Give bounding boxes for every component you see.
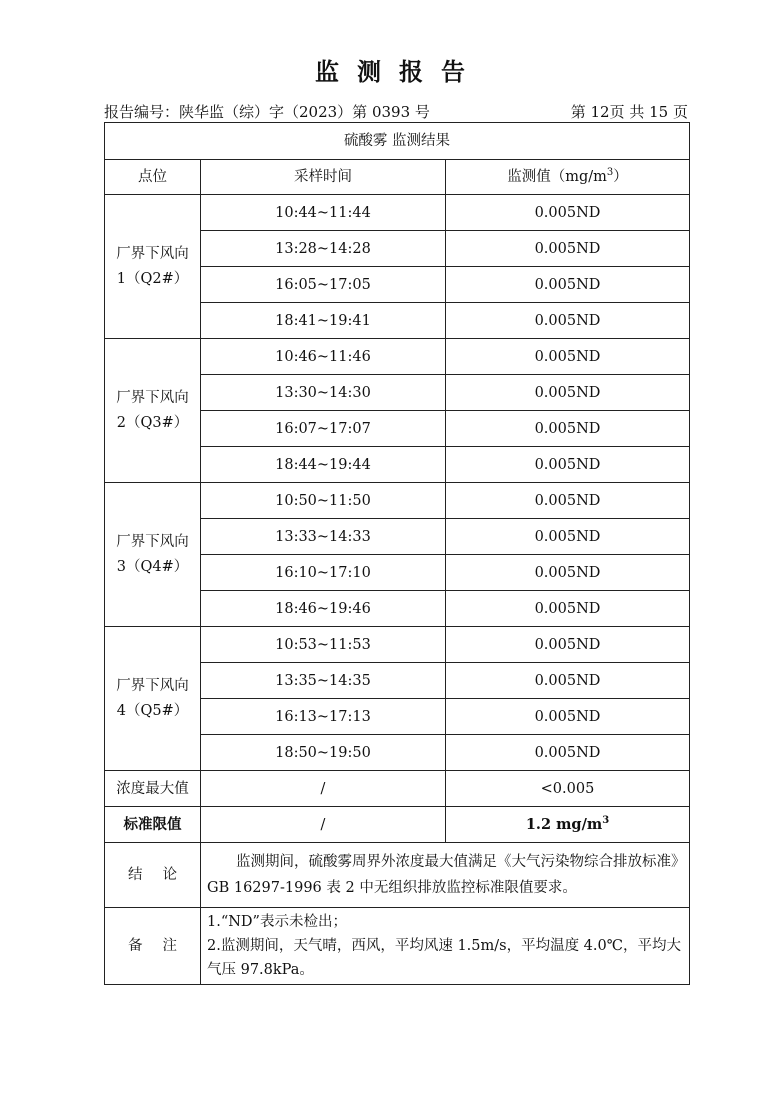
sampling-time: 10:53~11:53 [201,627,446,663]
limit-time: / [201,807,446,843]
page-number: 第 12页 共 15 页 [570,103,688,121]
unit-exponent: 3 [606,167,614,179]
table-heading: 硫酸雾 监测结果 [105,123,690,160]
sampling-time: 13:35~14:35 [201,663,446,699]
measured-value: 0.005ND [446,591,690,627]
sampling-time: 13:30~14:30 [201,375,446,411]
limit-value-cell [446,807,690,843]
measured-value: 0.005ND [446,447,690,483]
sampling-time: 18:46~19:46 [201,591,446,627]
sampling-time: 16:13~17:13 [201,699,446,735]
conclusion-row [105,843,690,908]
measured-value: 0.005ND [446,339,690,375]
report-number: 报告编号：陕华监（综）字（2023）第 0393 号 [104,103,430,121]
measured-value: 0.005ND [446,375,690,411]
remarks-text [201,908,690,985]
column-header-time: 采样时间 [201,160,446,195]
measured-value: 0.005ND [446,519,690,555]
point-name: 厂界下风向 [116,534,189,550]
value-header-suffix: ） [613,169,628,185]
table-row [105,627,690,663]
sampling-time: 13:33~14:33 [201,519,446,555]
measured-value: 0.005ND [446,627,690,663]
sampling-time: 16:05~17:05 [201,267,446,303]
sampling-time: 18:50~19:50 [201,735,446,771]
point-cell [105,339,201,483]
limit-label: 标准限值 [105,807,201,843]
point-code: 2（Q3#） [116,415,189,431]
remark-line-2: 2.监测期间，天气晴，西风，平均风速 1.5m/s，平均温度 4.0℃，平均大气压 97.8kPa。 [207,938,681,978]
point-name: 厂界下风向 [116,678,189,694]
point-code: 1（Q2#） [116,271,189,287]
measured-value: 0.005ND [446,663,690,699]
remark-line-1: 1.“ND”表示未检出； [207,914,347,930]
results-table [104,122,690,985]
max-time: / [201,771,446,807]
sampling-time: 10:44~11:44 [201,195,446,231]
measured-value: 0.005ND [446,267,690,303]
sampling-time: 16:10~17:10 [201,555,446,591]
column-header-point: 点位 [105,160,201,195]
point-name: 厂界下风向 [116,246,189,262]
sampling-time: 10:50~11:50 [201,483,446,519]
point-name: 厂界下风向 [116,390,189,406]
point-cell [105,627,201,771]
column-header-row [105,160,690,195]
sampling-time: 13:28~14:28 [201,231,446,267]
point-cell [105,483,201,627]
conclusion-text: 监测期间，硫酸雾周界外浓度最大值满足《大气污染物综合排放标准》GB 16297-1996 表 2 中无组织排放监控标准限值要求。 [201,843,690,908]
point-cell [105,195,201,339]
measured-value: 0.005ND [446,735,690,771]
conclusion-label: 结论 [105,843,201,908]
point-code: 3（Q4#） [116,559,189,575]
table-row [105,339,690,375]
value-header-prefix: 监测值（mg/m [507,169,607,185]
measured-value: 0.005ND [446,411,690,447]
sampling-time: 18:44~19:44 [201,447,446,483]
limit-unit-exponent: 3 [602,814,610,826]
measured-value: 0.005ND [446,195,690,231]
measured-value: 0.005ND [446,699,690,735]
standard-limit-row [105,807,690,843]
measured-value: 0.005ND [446,303,690,339]
table-row [105,195,690,231]
sampling-time: 10:46~11:46 [201,339,446,375]
limit-value: 1.2 mg/m [525,815,603,833]
remarks-label: 备注 [105,908,201,985]
remarks-row [105,908,690,985]
table-row [105,483,690,519]
max-label: 浓度最大值 [105,771,201,807]
point-code: 4（Q5#） [116,703,189,719]
max-concentration-row [105,771,690,807]
column-header-value [446,160,690,195]
max-value: <0.005 [446,771,690,807]
measured-value: 0.005ND [446,483,690,519]
sampling-time: 16:07~17:07 [201,411,446,447]
report-title: 监测报告 [315,57,483,86]
measured-value: 0.005ND [446,231,690,267]
sampling-time: 18:41~19:41 [201,303,446,339]
measured-value: 0.005ND [446,555,690,591]
